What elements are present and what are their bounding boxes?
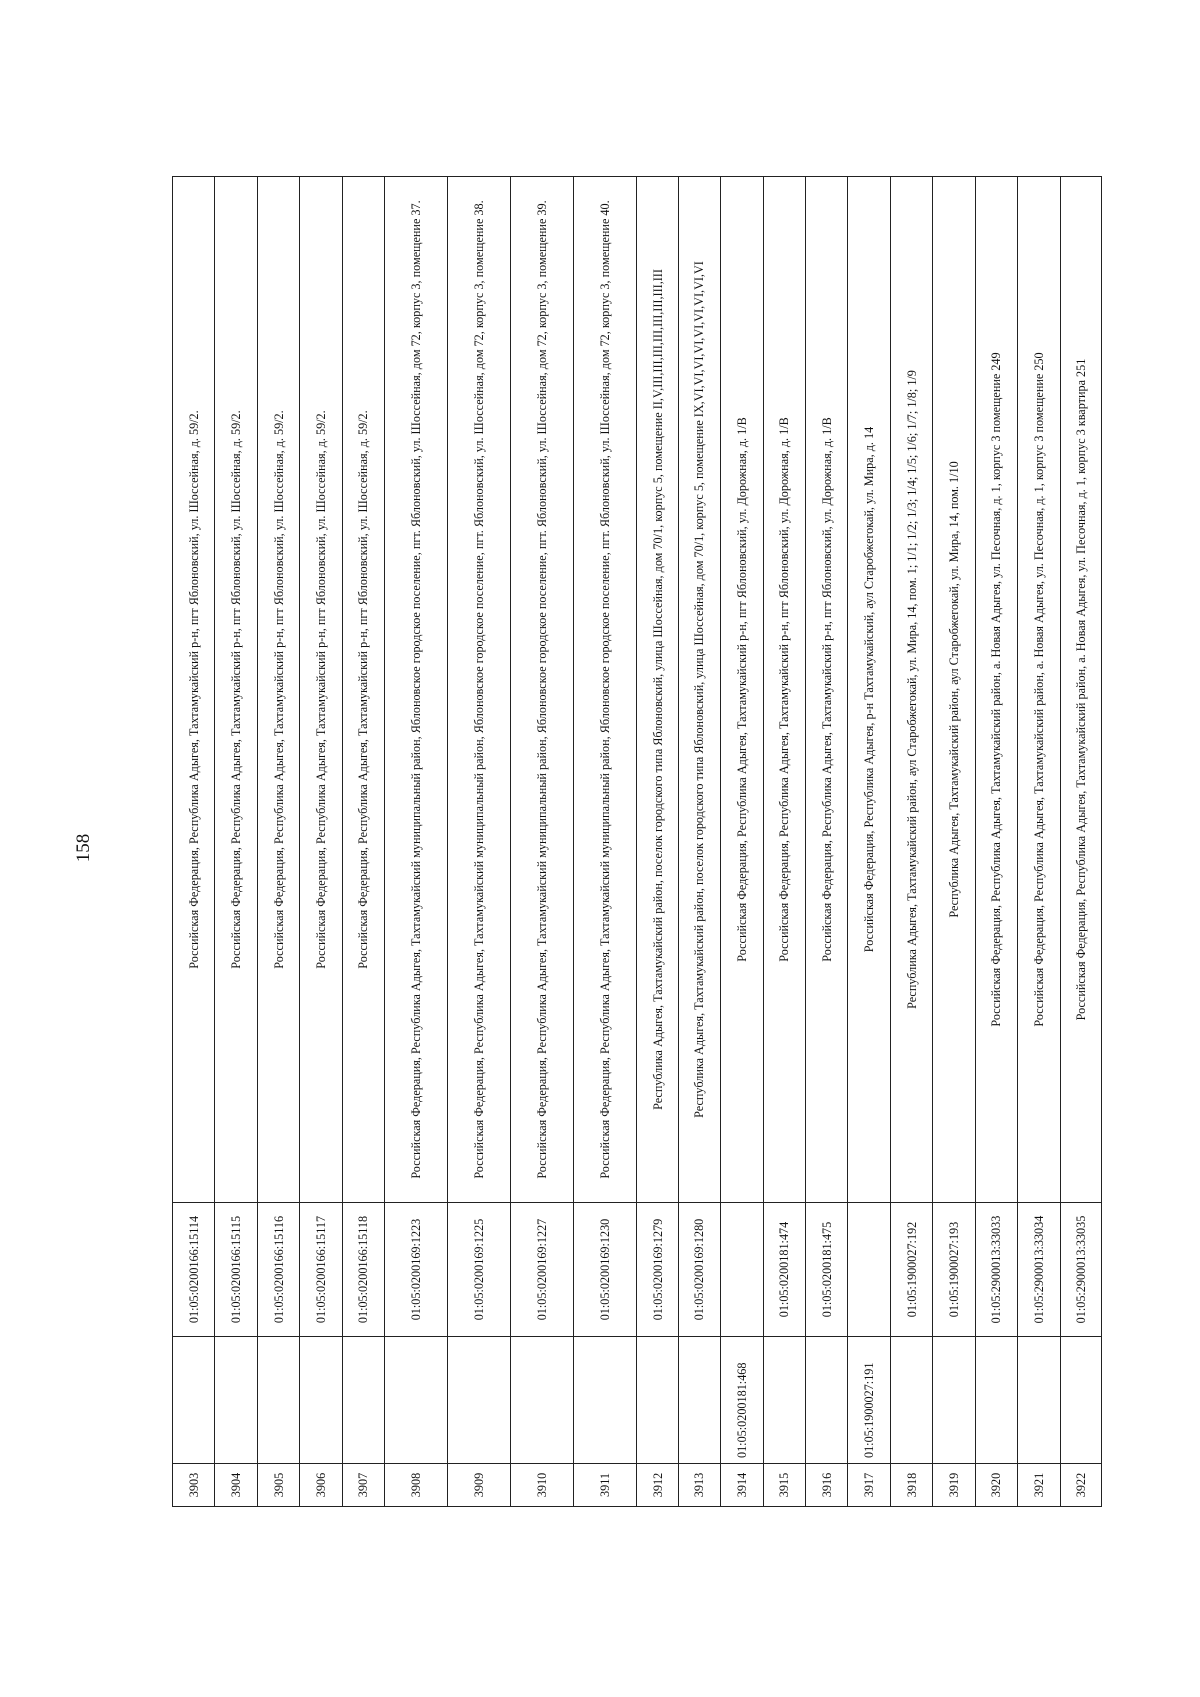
table-row — [215, 177, 257, 1507]
row-number-cell: 3909 — [448, 1464, 511, 1507]
row-number-cell: 3919 — [933, 1464, 975, 1507]
previous-cadastral-cell — [257, 1337, 299, 1464]
table-row — [1060, 177, 1101, 1507]
table-row — [257, 177, 299, 1507]
row-number-cell: 3905 — [257, 1464, 299, 1507]
table-row — [975, 177, 1017, 1507]
cadastral-number-cell: 01:05:0200169:1279 — [637, 1203, 678, 1337]
row-number-cell: 3908 — [385, 1464, 448, 1507]
table-row — [848, 177, 890, 1507]
row-number-cell: 3917 — [848, 1464, 890, 1507]
page-number-text: 158 — [73, 833, 94, 863]
address-cell: Российская Федерация, Республика Адыгея, Тахтамукайский р-н, пгт Яблоновский, ул. Шоссейная, д. 59/2. — [300, 177, 342, 1203]
address-cell: Республика Адыгея, Тахтамукайский район, аул Старобжегокай, ул. Мира, 14, пом. 1/10 — [933, 177, 975, 1203]
cadastral-number-cell: 01:05:0200181:474 — [763, 1203, 805, 1337]
previous-cadastral-cell — [933, 1337, 975, 1464]
cadastral-number-cell: 01:05:0200166:15116 — [257, 1203, 299, 1337]
previous-cadastral-cell — [300, 1337, 342, 1464]
cadastral-number-cell: 01:05:0200166:15114 — [173, 1203, 215, 1337]
table-row — [806, 177, 848, 1507]
previous-cadastral-cell — [806, 1337, 848, 1464]
previous-cadastral-cell — [215, 1337, 257, 1464]
table-row — [300, 177, 342, 1507]
cadastral-number-cell: 01:05:0200169:1227 — [511, 1203, 574, 1337]
address-cell: Российская Федерация, Республика Адыгея, Тахтамукайский муниципальный район, Яблоновское городское поселение, пгт. Яблоновский, ул. Шоссейная, дом 72, корпус 3, помещение 39. — [511, 177, 574, 1203]
cadastral-number-cell: 01:05:0200166:15117 — [300, 1203, 342, 1337]
table-row — [574, 177, 637, 1507]
table-row — [763, 177, 805, 1507]
address-cell: Российская Федерация, Республика Адыгея, Тахтамукайский р-н, пгт Яблоновский, ул. Шоссейная, д. 59/2. — [215, 177, 257, 1203]
row-number-cell: 3922 — [1060, 1464, 1101, 1507]
table-row — [637, 177, 678, 1507]
previous-cadastral-cell — [1018, 1337, 1060, 1464]
address-cell: Республика Адыгея, Тахтамукайский район, поселок городского типа Яблоновский, улица Шоссейная, дом 70/1, корпус 5, помещение IX,VI,VI,VI,VI,VI,VI,VI,VI,VI — [678, 177, 720, 1203]
previous-cadastral-cell — [448, 1337, 511, 1464]
cadastral-number-cell: 01:05:1900027:192 — [890, 1203, 932, 1337]
table-row — [721, 177, 763, 1507]
address-cell: Российская Федерация, Республика Адыгея, Тахтамукайский муниципальный район, Яблоновское городское поселение, пгт. Яблоновский, ул. Шоссейная, дом 72, корпус 3, помещение 37. — [385, 177, 448, 1203]
cadastral-number-cell: 01:05:1900027:193 — [933, 1203, 975, 1337]
address-cell: Российская Федерация, Республика Адыгея, Тахтамукайский район, а. Новая Адыгея, ул. Песочная, д. 1, корпус 3 помещение 249 — [975, 177, 1017, 1203]
table-row — [511, 177, 574, 1507]
previous-cadastral-cell — [1060, 1337, 1101, 1464]
row-number-cell: 3911 — [574, 1464, 637, 1507]
row-number-cell: 3918 — [890, 1464, 932, 1507]
previous-cadastral-cell — [173, 1337, 215, 1464]
address-cell: Российская Федерация, Республика Адыгея, Тахтамукайский р-н, пгт Яблоновский, ул. Дорожная, д. 1/В — [763, 177, 805, 1203]
table-body — [173, 177, 1102, 1507]
cadastral-number-cell: 01:05:0200169:1230 — [574, 1203, 637, 1337]
cadastral-number-cell: 01:05:0200169:1280 — [678, 1203, 720, 1337]
previous-cadastral-cell — [890, 1337, 932, 1464]
previous-cadastral-cell — [511, 1337, 574, 1464]
table-row — [890, 177, 932, 1507]
previous-cadastral-cell — [385, 1337, 448, 1464]
table-row — [342, 177, 384, 1507]
row-number-cell: 3907 — [342, 1464, 384, 1507]
address-cell: Российская Федерация, Республика Адыгея, Тахтамукайский р-н, пгт Яблоновский, ул. Шоссейная, д. 59/2. — [173, 177, 215, 1203]
table-row — [385, 177, 448, 1507]
row-number-cell: 3904 — [215, 1464, 257, 1507]
address-cell: Российская Федерация, Республика Адыгея, Тахтамукайский р-н, пгт Яблоновский, ул. Дорожная, д. 1/В — [721, 177, 763, 1203]
row-number-cell: 3913 — [678, 1464, 720, 1507]
cadastral-number-cell — [721, 1203, 763, 1337]
row-number-cell: 3916 — [806, 1464, 848, 1507]
previous-cadastral-cell: 01:05:1900027:191 — [848, 1337, 890, 1464]
previous-cadastral-cell — [637, 1337, 678, 1464]
row-number-cell: 3912 — [637, 1464, 678, 1507]
property-table — [172, 176, 1102, 1507]
row-number-cell: 3910 — [511, 1464, 574, 1507]
address-cell: Республика Адыгея, Тахтамукайский район, аул Старобжегокай, ул. Мира, 14, пом. 1; 1/1; 1/2; 1/3; 1/4; 1/5; 1/6; 1/7; 1/8; 1/9 — [890, 177, 932, 1203]
address-cell: Российская Федерация, Республика Адыгея, Тахтамукайский р-н, пгт Яблоновский, ул. Дорожная, д. 1/В — [806, 177, 848, 1203]
cadastral-number-cell — [848, 1203, 890, 1337]
table-row — [678, 177, 720, 1507]
cadastral-number-cell: 01:05:0200181:475 — [806, 1203, 848, 1337]
row-number-cell: 3906 — [300, 1464, 342, 1507]
address-cell: Российская Федерация, Республика Адыгея, Тахтамукайский район, а. Новая Адыгея, ул. Песочная, д. 1, корпус 3 помещение 250 — [1018, 177, 1060, 1203]
cadastral-number-cell: 01:05:0200166:15118 — [342, 1203, 384, 1337]
row-number-cell: 3921 — [1018, 1464, 1060, 1507]
previous-cadastral-cell — [574, 1337, 637, 1464]
cadastral-number-cell: 01:05:0200166:15115 — [215, 1203, 257, 1337]
cadastral-number-cell: 01:05:2900013:33033 — [975, 1203, 1017, 1337]
address-cell: Российская Федерация, Республика Адыгея, Тахтамукайский р-н, пгт Яблоновский, ул. Шоссейная, д. 59/2. — [342, 177, 384, 1203]
address-cell: Российская Федерация, Республика Адыгея, р-н Тахтамукайский, аул Старобжегокай, ул. Мира, д. 14 — [848, 177, 890, 1203]
address-cell: Республика Адыгея, Тахтамукайский район, поселок городского типа Яблоновский, улица Шоссейная, дом 70/1, корпус 5, помещение II,V,III,III,III,III,III,III,III,III — [637, 177, 678, 1203]
previous-cadastral-cell — [342, 1337, 384, 1464]
table-row — [1018, 177, 1060, 1507]
address-cell: Российская Федерация, Республика Адыгея, Тахтамукайский муниципальный район, Яблоновское городское поселение, пгт. Яблоновский, ул. Шоссейная, дом 72, корпус 3, помещение 38. — [448, 177, 511, 1203]
previous-cadastral-cell — [975, 1337, 1017, 1464]
table-row — [173, 177, 215, 1507]
table-row — [448, 177, 511, 1507]
row-number-cell: 3920 — [975, 1464, 1017, 1507]
table-row — [933, 177, 975, 1507]
address-cell: Российская Федерация, Республика Адыгея, Тахтамукайский район, а. Новая Адыгея, ул. Песочная, д. 1, корпус 3 квартира 251 — [1060, 177, 1101, 1203]
cadastral-number-cell: 01:05:2900013:33035 — [1060, 1203, 1101, 1337]
row-number-cell: 3914 — [721, 1464, 763, 1507]
cadastral-number-cell: 01:05:0200169:1225 — [448, 1203, 511, 1337]
row-number-cell: 3915 — [763, 1464, 805, 1507]
cadastral-number-cell: 01:05:2900013:33034 — [1018, 1203, 1060, 1337]
cadastral-number-cell: 01:05:0200169:1223 — [385, 1203, 448, 1337]
address-cell: Российская Федерация, Республика Адыгея, Тахтамукайский муниципальный район, Яблоновское городское поселение, пгт. Яблоновский, ул. Шоссейная, дом 72, корпус 3, помещение 40. — [574, 177, 637, 1203]
previous-cadastral-cell: 01:05:0200181:468 — [721, 1337, 763, 1464]
previous-cadastral-cell — [763, 1337, 805, 1464]
property-table-container — [172, 177, 1102, 1507]
row-number-cell: 3903 — [173, 1464, 215, 1507]
address-cell: Российская Федерация, Республика Адыгея, Тахтамукайский р-н, пгт Яблоновский, ул. Шоссейная, д. 59/2. — [257, 177, 299, 1203]
previous-cadastral-cell — [678, 1337, 720, 1464]
